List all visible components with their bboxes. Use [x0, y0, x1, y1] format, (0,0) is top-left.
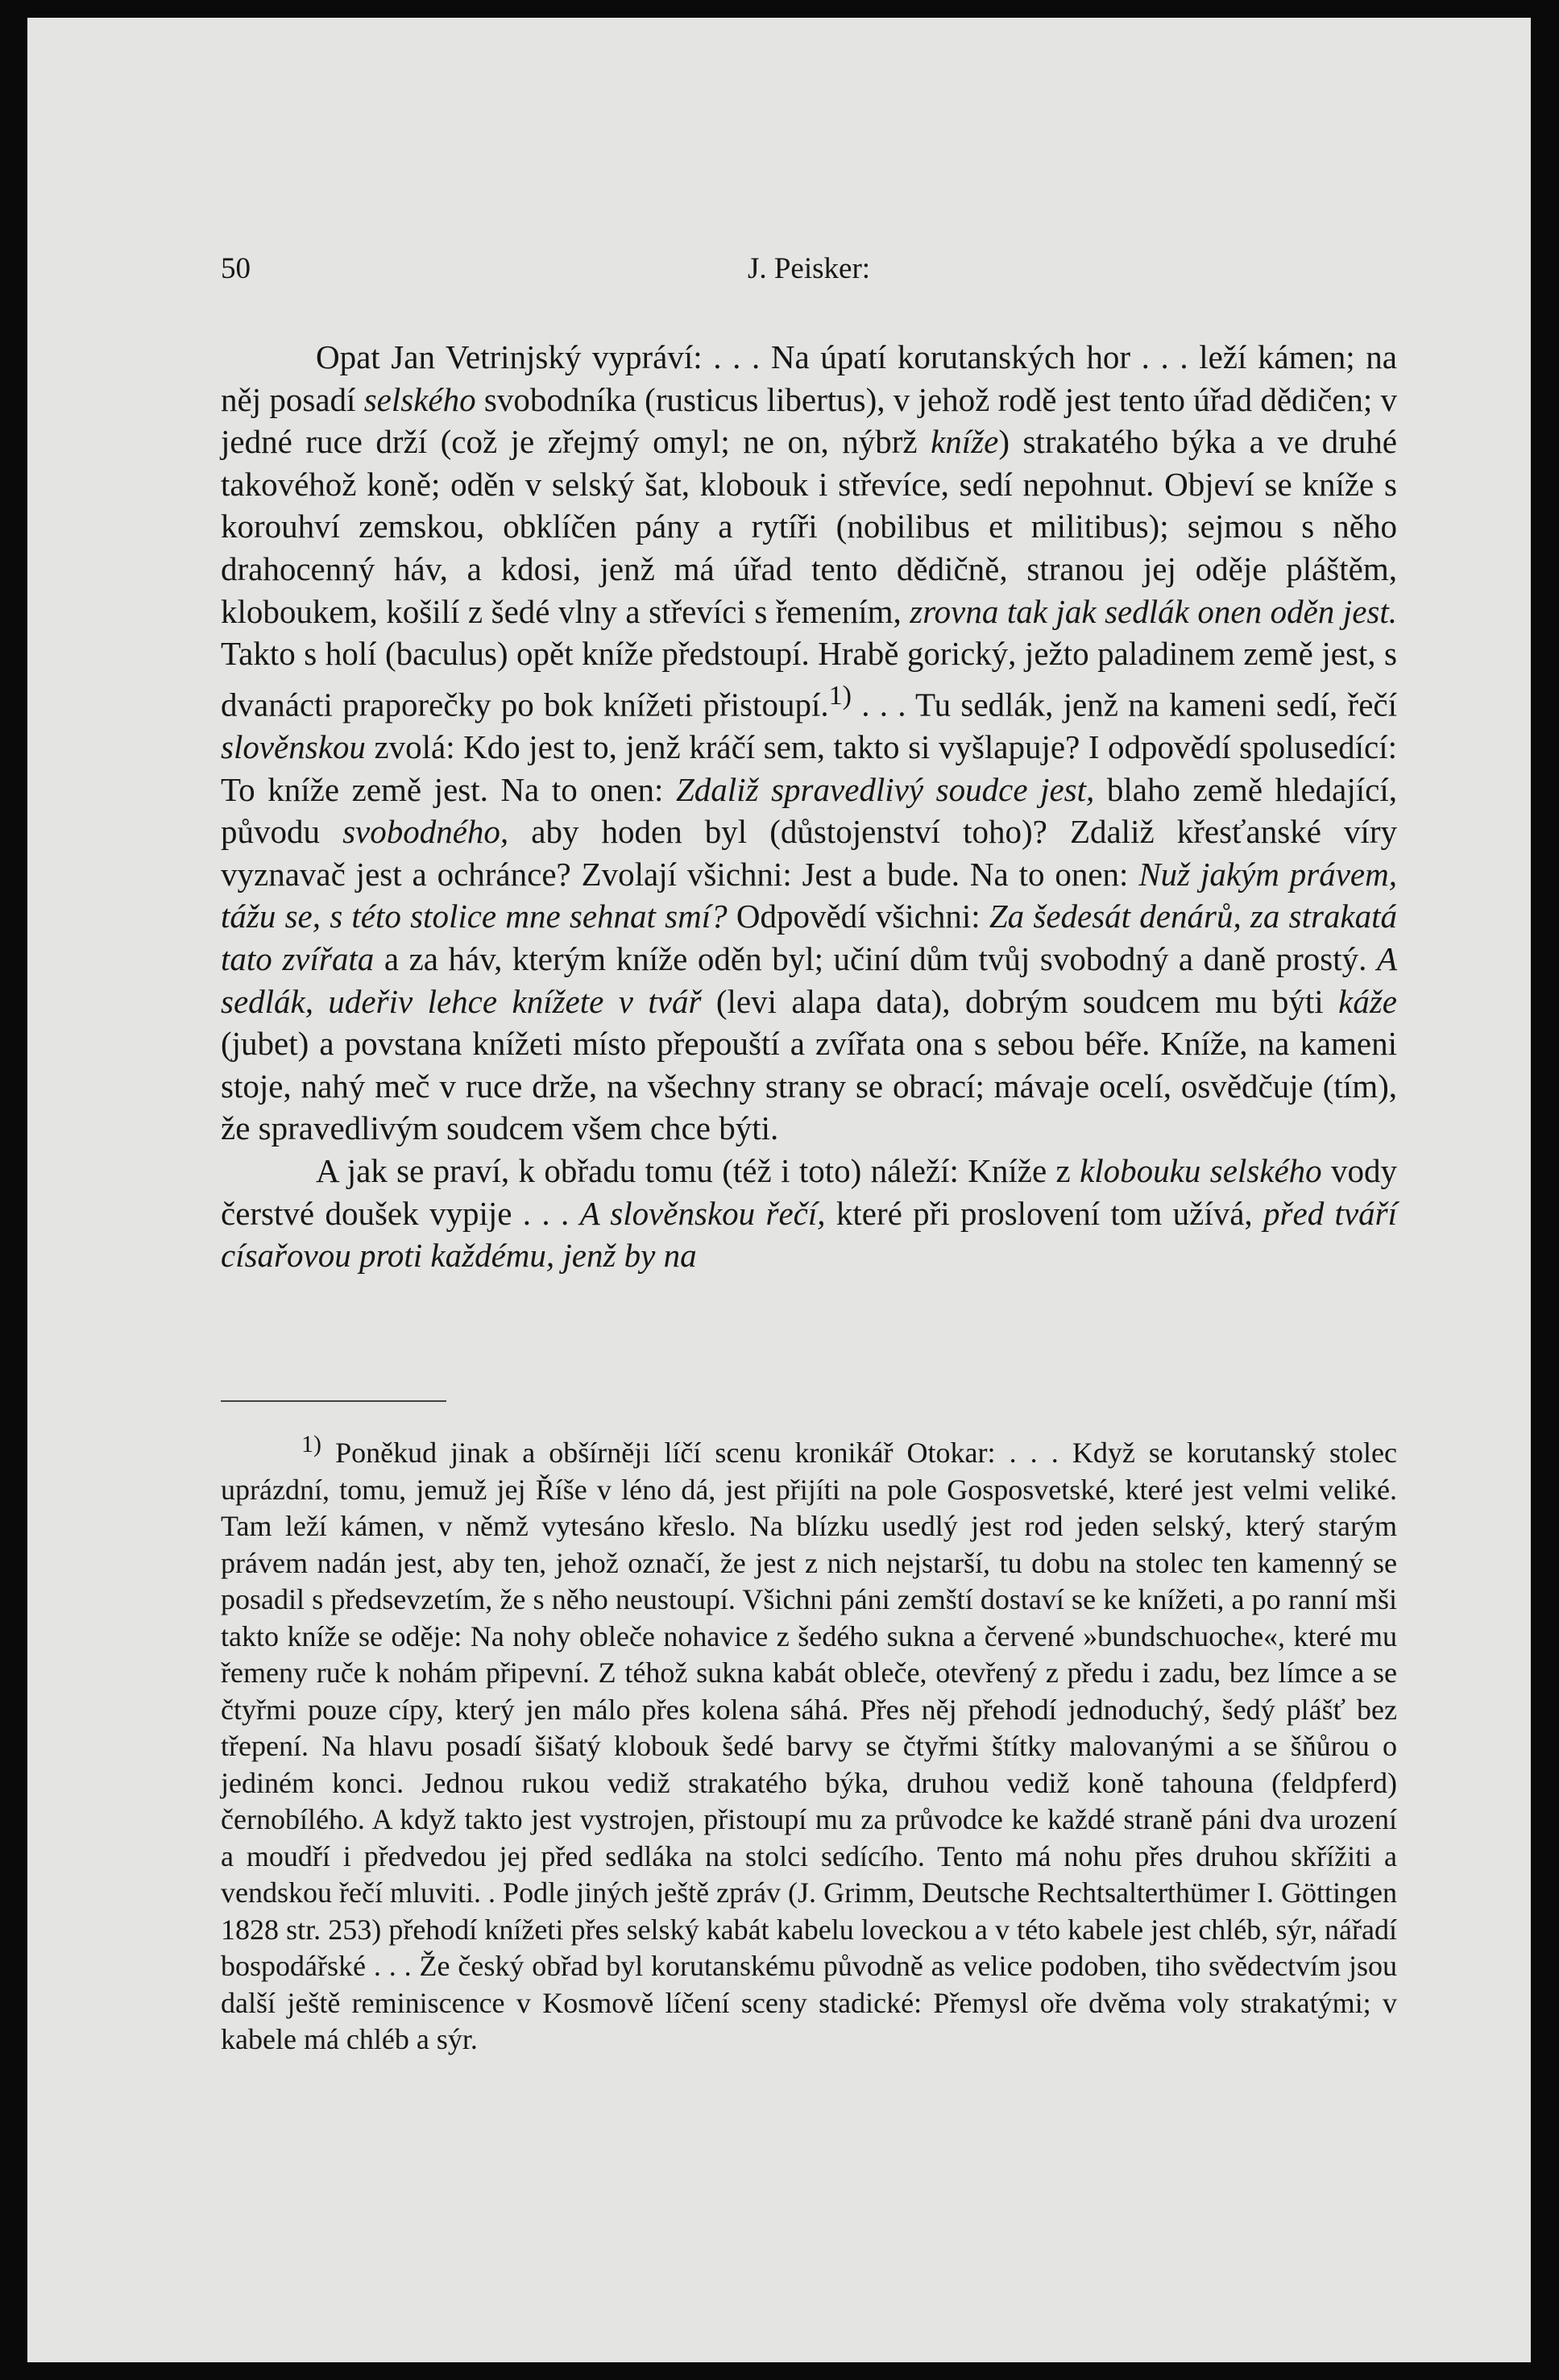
text-run: vody čerstvé doušek vypije . . . — [221, 1151, 1398, 1232]
text-run: Takto s holí (baculus) opět kníže předstoupí. Hrabě gorický, ježto paladinem země jest, s dvanácti praporečky po bok knížeti přistoupí. — [221, 635, 1397, 724]
paragraph-2 — [221, 1150, 1397, 1277]
footnote-ref: 1) — [828, 680, 852, 711]
footnote — [221, 1426, 1397, 2059]
text-run: A jak se praví, k obřadu tomu (též i toto) náleží: Kníže z — [316, 1151, 1080, 1189]
running-head: J. Peisker: — [747, 252, 871, 285]
italic-run: svobodného, — [342, 813, 509, 851]
italic-run: A slověnskou řečí, — [579, 1194, 826, 1232]
footnote-text: Poněkud jinak a obšírněji líčí scenu kronikář Otokar: . . . Když se korutanský stolec uprázdní, tomu, jemuž jej Říše v léno dá, jest přijíti na pole Gosposvetské, které jest velmi veliké. Tam leží kámen, v němž vytesáno křeslo. Na blízku usedlý jest rod jeden selský, který starým právem nadán jest, aby ten, jehož označí, že jest z nich nejstarší, tu dobu na stolec ten kamenný se posadil s předsevzetím, že s něho neustoupí. Všichni páni zemští dostaví se ke knížeti, a po ranní mši takto kníže se oděje: Na nohy obleče nohavice z šedého sukna a červené »bundschuoche«, které mu řemeny ruče k nohám připevní. Z téhož sukna kabát obleče, otevřený z předu i zadu, bez límce a se čtyřmi pouze cípy, který jen málo přes kolena sáhá. Přes něj přehodí jednoduchý, šedý plášť bez třepení. Na hlavu posadí šišatý klobouk šedé barvy se čtyřmi štítky malovanými a se šňůrou o jediném konci. Jednou rukou vediž strakatého býka, druhou vediž koně tahouna (feldpferd) černobílého. A když takto jest vystrojen, přistoupí mu za průvodce ke každé straně páni dva urození a moudří i předvedou jej před sedláka na stolci sedícího. Tento má nohu přes druhou skřížiti a vendskou řečí mluviti. . Podle jiných ještě zpráv (J. Grimm, Deutsche Rechtsalterthümer I. Göttingen 1828 str. 253) přehodí knížeti přes selský kabát kabelu loveckou a v této kabele jest chléb, sýr, nářadí bospodářské . . . Že český obřad byl korutanskému původně as velice podoben, tiho svědectvím jsou další ještě reminiscence v Kosmově líčení sceny stadické: Přemysl oře dvěma voly strakatými; v kabele má chléb a sýr. — [221, 1437, 1397, 2055]
footnote-marker: 1) — [301, 1431, 321, 1457]
page-header — [221, 251, 1397, 300]
text-run: svobodníka (rusticus libertus), v jehož rodě jest tento úřad dědičen; v jedné ruce drží (což je zřejmý omyl; ne on, nýbrž — [221, 380, 1398, 461]
paragraph-1 — [221, 336, 1397, 1150]
text-run: . . . Tu sedlák, jenž na kameni sedí, řečí — [852, 686, 1397, 724]
footnote-paragraph — [221, 1426, 1397, 2059]
text-run: Opat Jan Vetrinjský vypráví: . . . Na úpatí korutanských hor . . . leží kámen; na něj posadí — [221, 338, 1397, 418]
text-run: (jubet) a povstana knížeti místo přepouští a zvířata ona s sebou béře. Kníže, na kameni stoje, nahý meč v ruce drže, na všechny strany se obrací; mávaje ocelí, osvědčuje (tím), že spravedlivým soudcem všem chce býti. — [221, 1025, 1397, 1147]
footnote-separator — [221, 1400, 446, 1402]
text-run: Odpovědí všichni: — [727, 898, 989, 935]
text-run: a za háv, kterým kníže oděn byl; učiní dům tvůj svobodný a daně prostý. — [374, 939, 1377, 977]
book-page — [27, 18, 1531, 2362]
italic-run: selského — [363, 380, 476, 418]
italic-run: slověnskou — [221, 728, 366, 765]
page-number: 50 — [221, 252, 251, 285]
italic-run: Za šedesát denárů, za strakatá tato zvířata — [221, 898, 1398, 977]
text-run: které při proslovení tom užívá, — [825, 1194, 1264, 1232]
italic-run: klobouku selského — [1080, 1151, 1322, 1189]
main-text — [221, 336, 1397, 1277]
text-run: aby hoden byl (důstojenství toho)? Zdaliž křesťanské víry vyznavač jest a ochránce? Zvolají všichni: Jest a bude. Na to onen: — [221, 813, 1398, 893]
text-run: zvolá: Kdo jest to, jenž kráčí sem, takto si vyšlapuje? I odpovědí spolusedící: To kníže země jest. Na to onen: — [221, 728, 1397, 808]
italic-run: před tváří císařovou proti každému, jenž by na — [221, 1194, 1397, 1275]
text-run: ) strakatého býka a ve druhé takovéhož koně; oděn v selský šat, klobouk i střevíce, sedí nepohnut. Objeví se kníže s korouhví zemskou, obklíčen pány a rytíři (nobilibus et militibus); sejmou s něho drahocenný háv, a kdosi, jenž má úřad tento dědičně, stranou jej oděje pláštěm, kloboukem, košilí z šedé vlny a střevíci s řemením, — [221, 423, 1397, 630]
italic-run: zrovna tak jak sedlák onen oděn jest. — [910, 592, 1397, 630]
italic-run: Zdaliž spravedlivý soudce jest, — [675, 770, 1095, 808]
italic-run: káže — [1338, 982, 1397, 1020]
italic-run: Nuž jakým právem, tážu se, s této stolice mne sehnat smí? — [221, 855, 1397, 935]
italic-run: kníže — [931, 423, 999, 461]
text-run: (levi alapa data), dobrým soudcem mu býti — [701, 982, 1339, 1020]
italic-run: A sedlák, udeřiv lehce knížete v tvář — [221, 939, 1397, 1020]
text-run: blaho země hledající, původu — [221, 770, 1397, 851]
